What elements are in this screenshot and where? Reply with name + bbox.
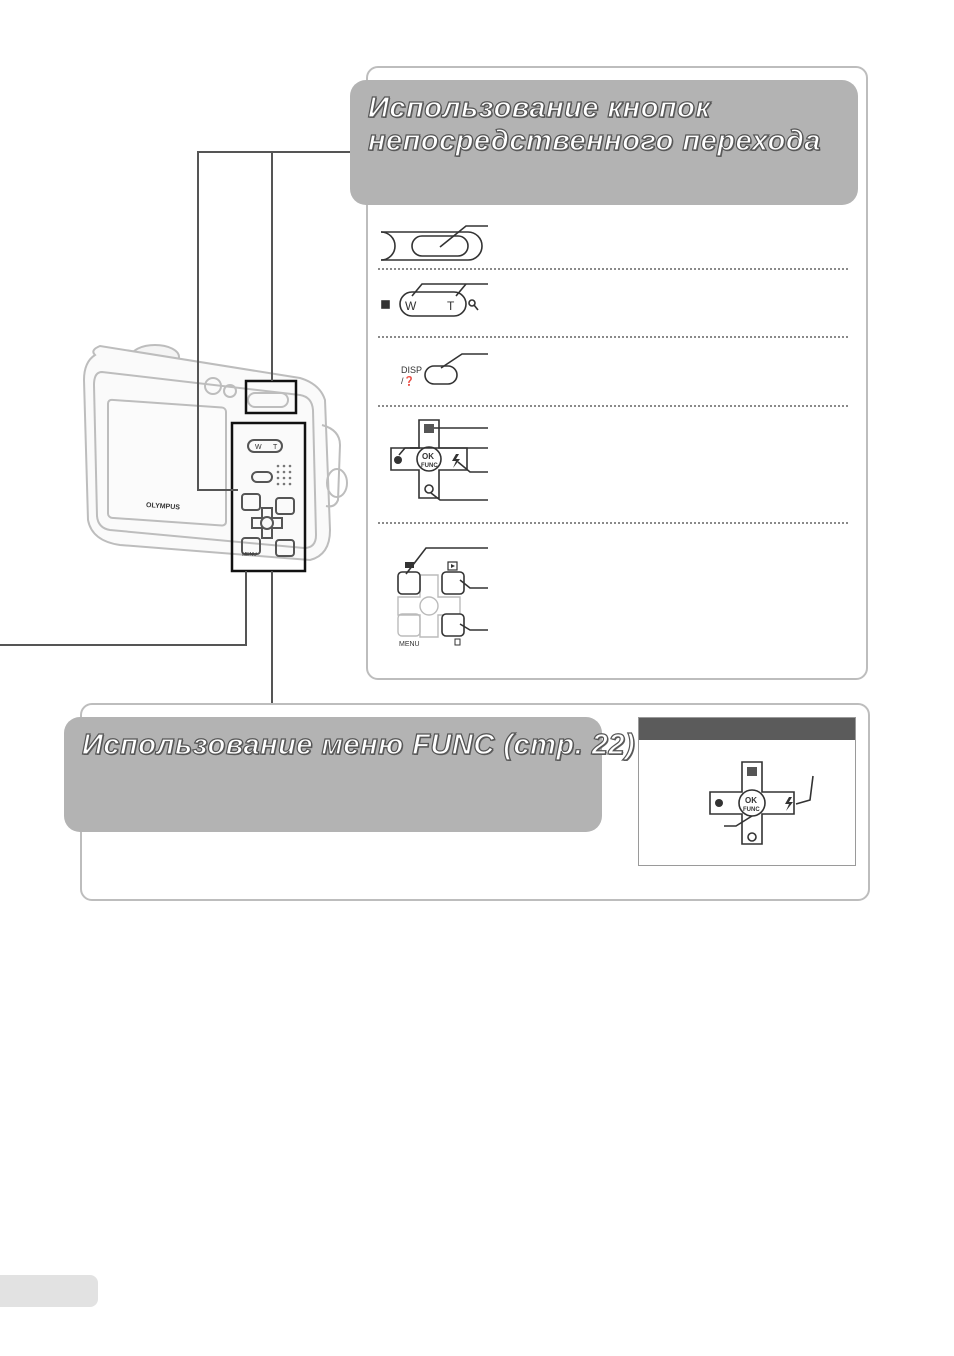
camera-brand: OLYMPUS [145,502,181,512]
help-label: /❓ [401,376,415,386]
ok-label: OK [422,452,434,461]
grid-icon [382,301,389,308]
camera-illustration [84,345,347,560]
exposure-icon [424,424,434,433]
disp-button-diagram [425,354,488,384]
direct-buttons-title-line1: Использование кнопок [368,92,711,124]
tip-ok-label: OK [745,796,757,805]
zoom-w-label: W [405,299,417,313]
camera-zoom-t: T [273,444,278,451]
camera-zoom-w: W [255,444,262,451]
shortcut-buttons-diagram [398,548,488,645]
func-label: FUNC [421,463,438,469]
trash-icon [455,639,460,645]
tip-func-label: FUNC [743,807,760,813]
direct-buttons-title-line2: непосредственного перехода [368,125,821,157]
camera-menu-label: MENU [242,552,257,558]
zoom-t-label: T [447,299,455,313]
menu-label: MENU [399,641,420,648]
disp-label: DISP [401,365,423,375]
func-menu-title: Использование меню FUNC (стр. 22) [82,729,636,761]
tulip-icon [394,456,402,464]
zoom-buttons-diagram [382,284,488,316]
shutter-button-diagram [381,226,488,260]
